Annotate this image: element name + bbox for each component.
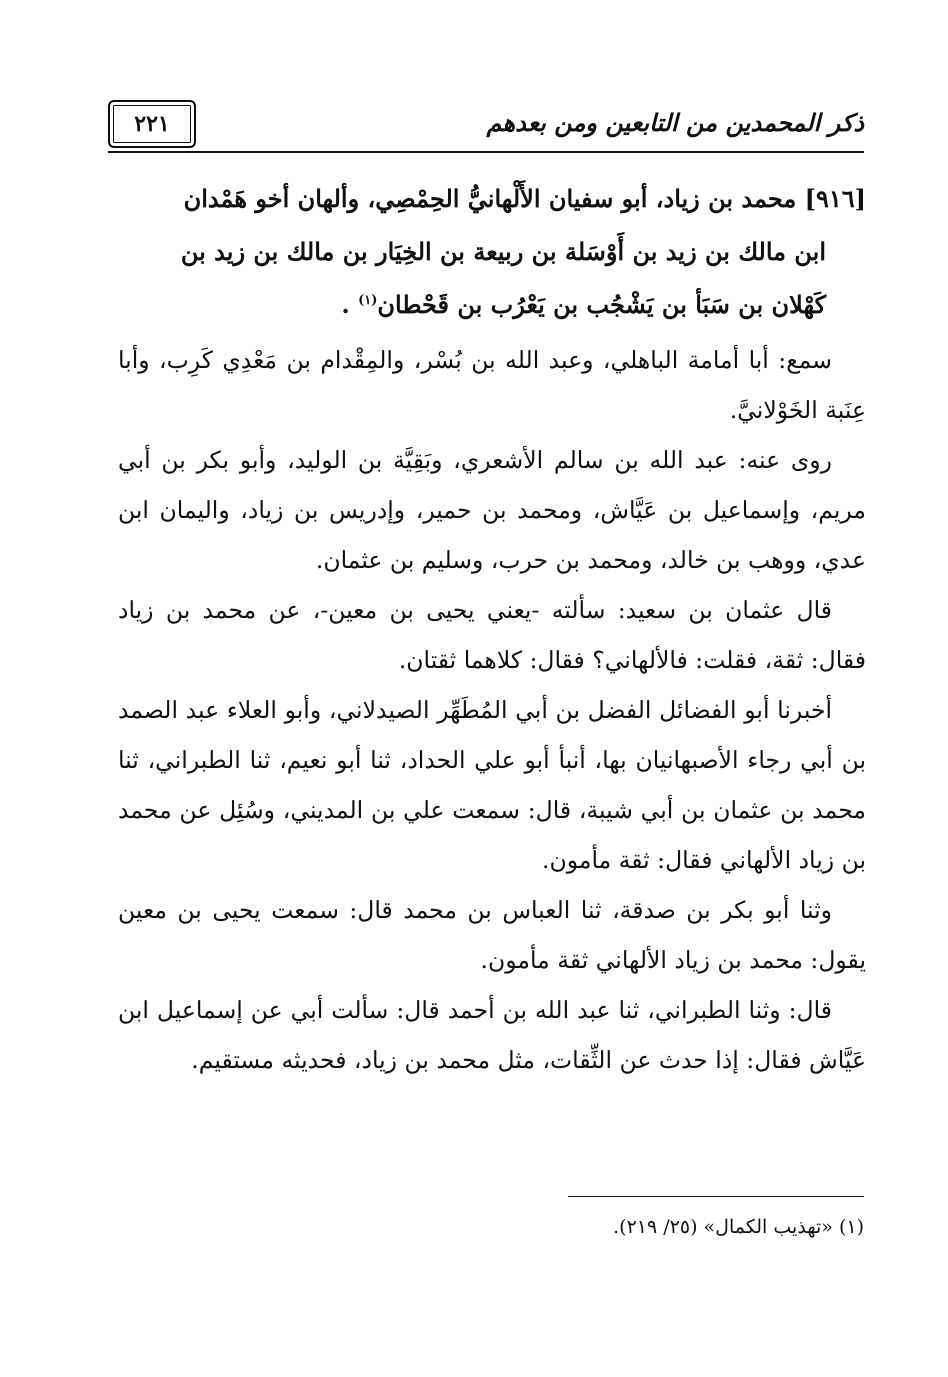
header-rule <box>108 151 864 153</box>
paragraph-isnad-3: قال: وثنا الطبراني، ثنا عبد الله بن أحمد قال: سألت أبي عن إسماعيل ابن عَيَّاش فقال: إذا حدث عن الثِّقات، مثل محمد بن زياد، فحديثه مستقيم. <box>118 996 866 1074</box>
main-text <box>118 172 866 1085</box>
entry-line-1: [٩١٦] محمد بن زياد، أبو سفيان الأَلْهانيُّ الحِمْصِي، وألهان أخو هَمْدان <box>183 184 866 213</box>
page-header <box>108 100 864 152</box>
footnote-ref[interactable]: (١) <box>358 293 378 308</box>
entry-line-3: كَهْلان بن سَبَأ بن يَشْجُب بن يَعْرُب بن قَحْطان <box>377 290 826 319</box>
paragraph-narrators: روى عنه: عبد الله بن سالم الأشعري، وبَقِيَّة بن الوليد، وأبو بكر بن أبي مريم، وإسماعيل بن عَيَّاش، ومحمد بن حمير، وإدريس بن زياد، واليمان ابن عدي، ووهب بن خالد، ومحمد بن حرب، وسليم بن عثمان. <box>118 446 866 574</box>
footnote-rule <box>568 1196 864 1197</box>
page-number-box <box>108 100 196 148</box>
running-title: ذكر المحمدين من التابعين ومن بعدهم <box>486 108 864 137</box>
page-number: ٢٢١ <box>134 111 170 137</box>
entry-line-3-wrap <box>118 278 866 331</box>
paragraph-heard-from: سمع: أبا أمامة الباهلي، وعبد الله بن بُسْر، والمِقْدام بن مَعْدِي كَرِب، وأبا عِنَبة الخَوْلانيَّ. <box>118 346 866 424</box>
footnote: (١) «تهذيب الكمال» (٢٥/ ٢١٩). <box>613 1216 864 1238</box>
entry-line-3-end: . <box>341 290 350 319</box>
entry-heading <box>118 172 866 331</box>
paragraph-isnad-1: أخبرنا أبو الفضائل الفضل بن أبي المُطَهِّر الصيدلاني، وأبو العلاء عبد الصمد بن أبي رجاء الأصبهانيان بها، أنبأ أبو علي الحداد، ثنا أبو نعيم، ثنا الطبراني، ثنا محمد بن عثمان بن أبي شيبة، قال: سمعت علي بن المديني، وسُئِل عن محمد بن زياد الألهاني فقال: ثقة مأمون. <box>118 696 866 874</box>
paragraph-uthman: قال عثمان بن سعيد: سألته -يعني يحيى بن معين-، عن محمد بن زياد فقال: ثقة، فقلت: فالألهاني؟ فقال: كلاهما ثقتان. <box>118 596 866 674</box>
entry-line-2: ابن مالك بن زيد بن أَوْسَلة بن ربيعة بن الخِيَار بن مالك بن زيد بن <box>180 237 826 266</box>
paragraph-isnad-2: وثنا أبو بكر بن صدقة، ثنا العباس بن محمد قال: سمعت يحيى بن معين يقول: محمد بن زياد الألهاني ثقة مأمون. <box>118 896 866 974</box>
